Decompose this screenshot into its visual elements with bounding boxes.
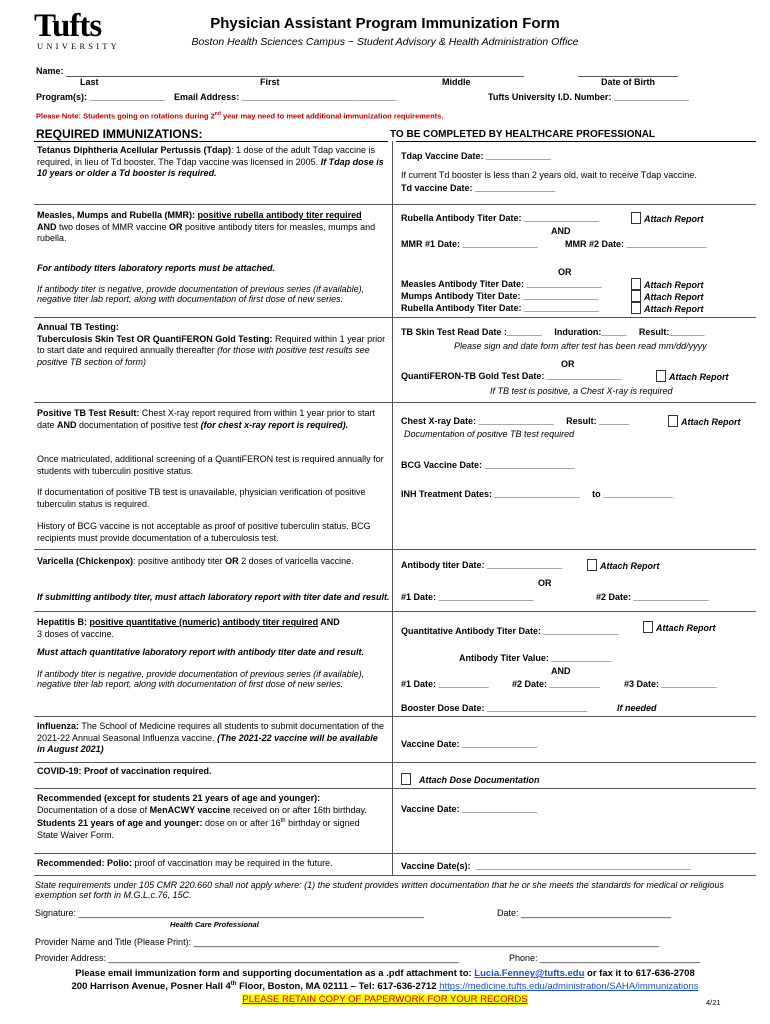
checkbox-icon[interactable] [587,559,597,571]
and-label: AND [551,226,571,236]
last-label: Last [80,77,99,87]
checkbox-icon[interactable] [631,212,641,224]
tdap-note: If current Td booster is less than 2 years old, wait to receive Tdap vaccine. [401,170,697,180]
checkbox-icon[interactable] [401,773,411,785]
positive-tb-doc-note: Documentation of positive TB test required [404,429,575,439]
email-instructions: Please email immunization form and supporting documentation as a .pdf attachment to: Lucia.Fenney@tufts.edu or fax it to 617-636-2708 [75,968,695,979]
rule [34,141,388,142]
rubella2-attach-report[interactable]: Attach Report [631,302,704,315]
varicella-requirement: Varicella (Chickenpox): positive antibody titer OR 2 doses of varicella vaccine. [37,556,354,566]
polio-recommendation: Recommended: Polio: proof of vaccination may be required in the future. [37,858,333,868]
mmr2-date-field[interactable]: MMR #2 Date: ________________ [565,239,707,249]
hepb-if-needed-note: If needed [617,703,657,713]
or-label: OR [561,359,575,369]
varicella-dose1-field[interactable]: #1 Date: ___________________ [401,592,534,602]
hepb-titer-value-field[interactable]: Antibody Titer Value: ____________ [459,653,612,663]
checkbox-icon[interactable] [631,302,641,314]
hepb-lab-note: Must attach quantitative laboratory report with antibody titer date and result. [37,647,365,657]
tdap-date-field[interactable]: Tdap Vaccine Date: _____________ [401,151,552,161]
programs-field[interactable]: Program(s): _______________ [36,92,165,102]
mmr1-date-field[interactable]: MMR #1 Date: _______________ [401,239,538,249]
checkbox-icon[interactable] [631,290,641,302]
varicella-titer-date-field[interactable]: Antibody titer Date: _______________ [401,560,563,570]
or-label: OR [558,267,572,277]
bcg-date-field[interactable]: BCG Vaccine Date: __________________ [401,460,575,470]
form-subtitle: Boston Health Sciences Campus ~ Student Advisory & Health Administration Office [191,36,579,48]
retain-copy-notice: PLEASE RETAIN COPY OF PAPERWORK FOR YOUR RECORDS [242,994,528,1005]
signature-field[interactable]: Signature: _____________________________________________________________________ [35,908,424,918]
chest-xray-attach-report[interactable]: Attach Report [668,415,741,428]
varicella-dose2-field[interactable]: #2 Date: _______________ [596,592,709,602]
varicella-note: If submitting antibody titer, must attach laboratory report with titer date and result. [37,592,390,602]
mmr-negative-note: If antibody titer is negative, provide documentation of previous series (if available), negative titer lab report, along with documentation of first dose of new series. [37,284,365,304]
rule [34,762,756,763]
rule [34,853,756,854]
state-requirements-note: State requirements under 105 CMR 220.660 shall not apply where: (1) the student provides written documentation that he or she meets the standards for medical or religious exemption set forth in M.G.L.c.76, 15C. [35,880,724,900]
covid-requirement: COVID-19: Proof of vaccination required. [37,766,212,776]
checkbox-icon[interactable] [631,278,641,290]
or-label: OR [538,578,552,588]
tb-skin-test-fields[interactable]: TB Skin Test Read Date :_______ Induration:_____ Result:_______ [401,327,705,337]
hepb-dose2-field[interactable]: #2 Date: __________ [512,679,600,689]
chest-xray-fields[interactable]: Chest X-ray Date: _______________ Result: ______ [401,416,630,426]
middle-label: Middle [442,77,471,87]
td-date-field[interactable]: Td vaccine Date: ________________ [401,183,556,193]
mmr-requirement: Measles, Mumps and Rubella (MMR): positive rubella antibody titer required AND two doses of MMR vaccine OR positive antibody titers for measles, mumps and rubella. [37,210,376,243]
hepb-attach-report[interactable]: Attach Report [643,621,716,634]
and-label: AND [551,666,571,676]
immunizations-url-link[interactable]: https://medicine.tufts.edu/administration/SAHA/immunizations [439,981,699,993]
mumps-titer-date-field[interactable]: Mumps Antibody Titer Date: _______________ [401,291,599,301]
mmr-lab-note: For antibody titers laboratory reports must be attached. [37,263,276,273]
measles-titer-date-field[interactable]: Measles Antibody Titer Date: _______________ [401,279,602,289]
hepb-booster-date-field[interactable]: Booster Dose Date: ____________________ [401,703,588,713]
email-link[interactable]: Lucia.Fenney@tufts.edu [474,968,585,979]
provider-name-field[interactable]: Provider Name and Title (Please Print): _____________________________________________________________________________________________ [35,937,660,947]
rule [34,875,756,876]
menacwy-requirement: Recommended (except for students 21 years of age and younger): Documentation of a dose of MenACWY vaccine received on or after 16th birthday. Students 21 years of age and younger: dose on or after 16th birthday or signed State Waiver Form. [37,793,367,840]
quantiferon-attach-report[interactable]: Attach Report [656,370,729,383]
quantiferon-annual-note: Once matriculated, additional screening of a QuantiFERON test is required annually for students with tuberculin positive status. [37,454,384,476]
rule [34,549,756,550]
provider-address-field[interactable]: Provider Address: ______________________________________________________________________ [35,953,459,963]
email-field[interactable]: Email Address: _______________________________ [174,92,397,102]
rubella2-titer-date-field[interactable]: Rubella Antibody Titer Date: _______________ [401,303,600,313]
bcg-history-note: History of BCG vaccine is not acceptable as proof of positive tuberculin status. BCG recipients must provide documentation of a tuberculosis test. [37,521,371,543]
hepb-negative-note: If antibody titer is negative, provide documentation of previous series (if available), negative titer lab report, along with documentation of first dose of new series. [37,669,365,689]
form-version: 4/21 [706,998,721,1007]
tb-requirement: Annual TB Testing: Tuberculosis Skin Test OR QuantiFERON Gold Testing: Required within 1 year prior to start date and required annually thereafter (for those with positive test results see positive TB section of form) [37,322,386,367]
tufts-logo-subtitle: UNIVERSITY [37,41,120,51]
covid-attach-documentation[interactable]: Attach Dose Documentation [401,773,540,786]
hepb-titer-date-field[interactable]: Quantitative Antibody Titer Date: _______________ [401,626,619,636]
checkbox-icon[interactable] [668,415,678,427]
menacwy-date-field[interactable]: Vaccine Date: _______________ [401,804,538,814]
dob-label: Date of Birth [601,77,655,87]
inh-treatment-fields[interactable]: INH Treatment Dates: _________________ to ______________ [401,489,674,499]
hepb-dose1-field[interactable]: #1 Date: __________ [401,679,489,689]
influenza-requirement: Influenza: The School of Medicine requires all students to submit documentation of the 2021-22 Annual Seasonal Influenza vaccine. (The 2021-22 vaccine will be available in August 2021) [37,721,385,754]
name-label: Name: [36,66,64,76]
rule [34,317,756,318]
rule [34,611,756,612]
rule [396,141,756,142]
hepb-dose3-field[interactable]: #3 Date: ___________ [624,679,717,689]
varicella-attach-report[interactable]: Attach Report [587,559,660,572]
rubella-titer-date-field[interactable]: Rubella Antibody Titer Date: _______________ [401,213,600,223]
rule [34,402,756,403]
quantiferon-date-field[interactable]: QuantiFERON-TB Gold Test Date: _______________ [401,371,622,381]
measles-attach-report[interactable]: Attach Report [631,278,704,291]
healthcare-professional-heading: TO BE COMPLETED BY HEALTHCARE PROFESSIONAL [390,129,656,140]
tb-sign-note: Please sign and date form after test has been read mm/dd/yyyy [454,341,707,351]
provider-phone-field[interactable]: Phone: ________________________________ [509,953,701,963]
tb-xray-note: If TB test is positive, a Chest X-ray is required [490,386,673,396]
checkbox-icon[interactable] [643,621,653,633]
mumps-attach-report[interactable]: Attach Report [631,290,704,303]
tufts-id-field[interactable]: Tufts University I.D. Number: _______________ [488,92,689,102]
rule [34,204,756,205]
required-immunizations-heading: REQUIRED IMMUNIZATIONS: [36,127,203,141]
office-address: 200 Harrison Avenue, Posner Hall 4th Floor, Boston, MA 02111 – Tel: 617-636-2712 https://medicine.tufts.edu/administration/SAHA/immunizations [71,981,699,993]
hepb-requirement: Hepatitis B: positive quantitative (numeric) antibody titer required AND 3 doses of vaccine. [37,617,340,639]
physician-verification-note: If documentation of positive TB test is unavailable, physician verification of positive tuberculin status is required. [37,487,366,509]
positive-tb-requirement: Positive TB Test Result: Chest X-ray report required from within 1 year prior to start date AND documentation of positive test (for chest x-ray report is required). [37,408,375,430]
signature-date-field[interactable]: Date: ______________________________ [497,908,672,918]
column-divider [392,141,393,875]
influenza-date-field[interactable]: Vaccine Date: _______________ [401,739,538,749]
rotation-notice: Please Note: Students going on rotations during 2nd year may need to meet additional immunization requirements. [36,111,444,121]
rubella-attach-report[interactable]: Attach Report [631,212,704,225]
health-care-professional-label: Health Care Professional [170,920,259,929]
form-title: Physician Assistant Program Immunization Form [210,15,560,32]
rule [34,788,756,789]
rule [34,716,756,717]
polio-dates-field[interactable]: Vaccine Date(s): ___________________________________________ [401,861,691,871]
checkbox-icon[interactable] [656,370,666,382]
tdap-requirement: Tetanus Diphtheria Acellular Pertussis (Tdap): 1 dose of the adult Tdap vaccine is required, in lieu of Td booster. The Tdap vaccine was licensed in 2005. If Tdap dose is 10 years or older a Td booster is required. [37,145,384,178]
tufts-logo: Tufts [34,8,102,44]
first-label: First [260,77,280,87]
